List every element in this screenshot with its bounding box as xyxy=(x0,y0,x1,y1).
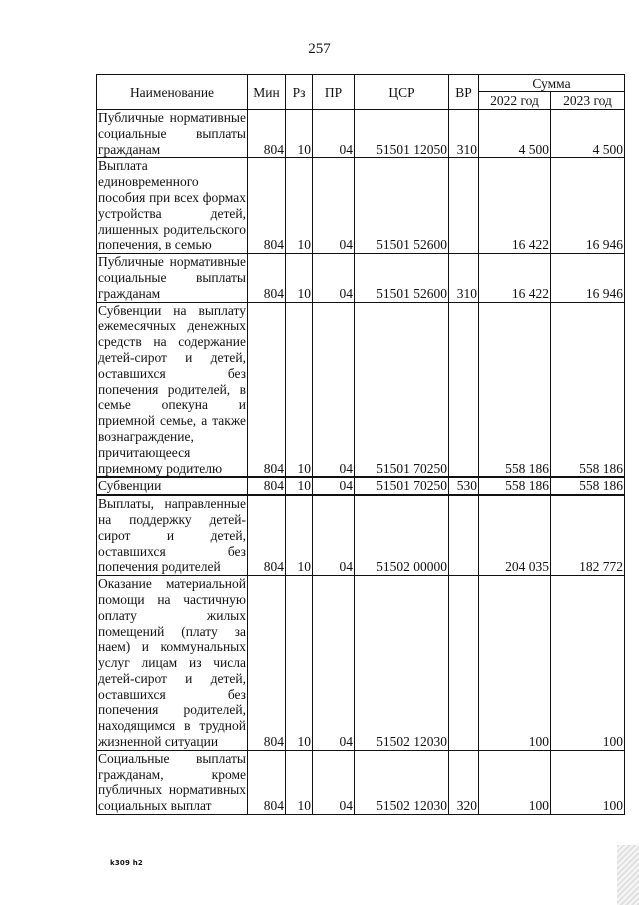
row-min: 804 xyxy=(248,302,286,477)
row-csr: 51501 12050 xyxy=(355,110,449,158)
row-vr xyxy=(449,495,479,575)
row-pr: 04 xyxy=(313,302,355,477)
header-vr: ВР xyxy=(449,75,479,110)
row-name: Социальные выплаты гражданам, кроме публичных нормативных социальных выплат xyxy=(98,750,246,814)
row-2023: 100 xyxy=(551,576,625,751)
row-rz: 10 xyxy=(286,302,313,477)
row-pr: 04 xyxy=(313,477,355,495)
row-vr: 320 xyxy=(449,750,479,814)
row-2023: 558 186 xyxy=(551,302,625,477)
row-name: Субвенции xyxy=(97,477,248,495)
row-pr: 04 xyxy=(313,495,355,575)
row-pr: 04 xyxy=(313,254,355,302)
header-2022: 2022 год xyxy=(479,92,551,110)
page-number: 257 xyxy=(308,41,331,57)
row-2022: 558 186 xyxy=(479,302,551,477)
row-name: Оказание материальной помощи на частичную оплату жилых помещений (плату за наем) и коммунальных услуг лицам из числа детей-сирот и детей, оставшихся без попечения родителей, находящимся в трудной жизненной ситуации xyxy=(98,576,246,750)
row-2023: 16 946 xyxy=(551,158,625,254)
row-name: Субвенции на выплату ежемесячных денежных средств на содержание детей-сирот и детей, оставшихся без попечения родителей, в семье опекуна и приемной семье, а также вознаграждение, причитающееся приемному родителю xyxy=(98,302,246,476)
row-name: Выплата единовременного пособия при всех формах устройства детей, лишенных родительского попечения, в семью xyxy=(98,158,246,253)
row-csr: 51501 70250 xyxy=(355,477,449,495)
table-row xyxy=(97,110,625,158)
row-csr: 51501 52600 xyxy=(355,254,449,302)
table-row xyxy=(97,302,625,477)
header-rz: Рз xyxy=(286,75,313,110)
row-rz: 10 xyxy=(286,254,313,302)
row-min: 804 xyxy=(248,750,286,814)
row-name: Выплаты, направленные на поддержку детей-сирот и детей, оставшихся без попечения родителей xyxy=(98,496,246,575)
row-rz: 10 xyxy=(286,477,313,495)
row-name: Публичные нормативные социальные выплаты гражданам xyxy=(98,110,246,157)
table-row xyxy=(97,477,625,495)
row-csr: 51502 12030 xyxy=(355,750,449,814)
row-2022: 558 186 xyxy=(479,477,551,495)
row-pr: 04 xyxy=(313,750,355,814)
row-csr: 51502 12030 xyxy=(355,576,449,751)
row-pr: 04 xyxy=(313,576,355,751)
header-name: Наименование xyxy=(97,75,248,110)
row-vr: 530 xyxy=(449,477,479,495)
row-2022: 204 035 xyxy=(479,495,551,575)
table-row xyxy=(97,158,625,254)
row-2022: 100 xyxy=(479,576,551,751)
row-rz: 10 xyxy=(286,158,313,254)
row-pr: 04 xyxy=(313,158,355,254)
row-csr: 51501 52600 xyxy=(355,158,449,254)
row-2022: 100 xyxy=(479,750,551,814)
row-min: 804 xyxy=(248,495,286,575)
table-row xyxy=(97,495,625,575)
row-name: Публичные нормативные социальные выплаты гражданам xyxy=(98,254,246,301)
row-vr xyxy=(449,158,479,254)
row-rz: 10 xyxy=(286,750,313,814)
row-2022: 16 422 xyxy=(479,254,551,302)
scan-edge-artifact xyxy=(617,845,639,905)
row-vr: 310 xyxy=(449,110,479,158)
budget-table xyxy=(96,74,625,815)
row-min: 804 xyxy=(248,158,286,254)
row-2023: 100 xyxy=(551,750,625,814)
table-row xyxy=(97,254,625,302)
header-pr: ПР xyxy=(313,75,355,110)
header-min: Мин xyxy=(248,75,286,110)
row-pr: 04 xyxy=(313,110,355,158)
footer-code: k309 h2 xyxy=(110,859,143,867)
row-min: 804 xyxy=(248,254,286,302)
row-min: 804 xyxy=(248,110,286,158)
row-csr: 51501 70250 xyxy=(355,302,449,477)
row-2022: 16 422 xyxy=(479,158,551,254)
row-2023: 558 186 xyxy=(551,477,625,495)
row-2023: 4 500 xyxy=(551,110,625,158)
row-vr xyxy=(449,302,479,477)
row-rz: 10 xyxy=(286,110,313,158)
row-min: 804 xyxy=(248,576,286,751)
header-2023: 2023 год xyxy=(551,92,625,110)
row-csr: 51502 00000 xyxy=(355,495,449,575)
row-2023: 16 946 xyxy=(551,254,625,302)
row-rz: 10 xyxy=(286,495,313,575)
row-min: 804 xyxy=(248,477,286,495)
header-sum: Сумма xyxy=(479,75,625,92)
row-2023: 182 772 xyxy=(551,495,625,575)
table-row xyxy=(97,750,625,814)
row-2022: 4 500 xyxy=(479,110,551,158)
table-row xyxy=(97,576,625,751)
row-vr xyxy=(449,576,479,751)
row-rz: 10 xyxy=(286,576,313,751)
row-vr: 310 xyxy=(449,254,479,302)
header-csr: ЦСР xyxy=(355,75,449,110)
